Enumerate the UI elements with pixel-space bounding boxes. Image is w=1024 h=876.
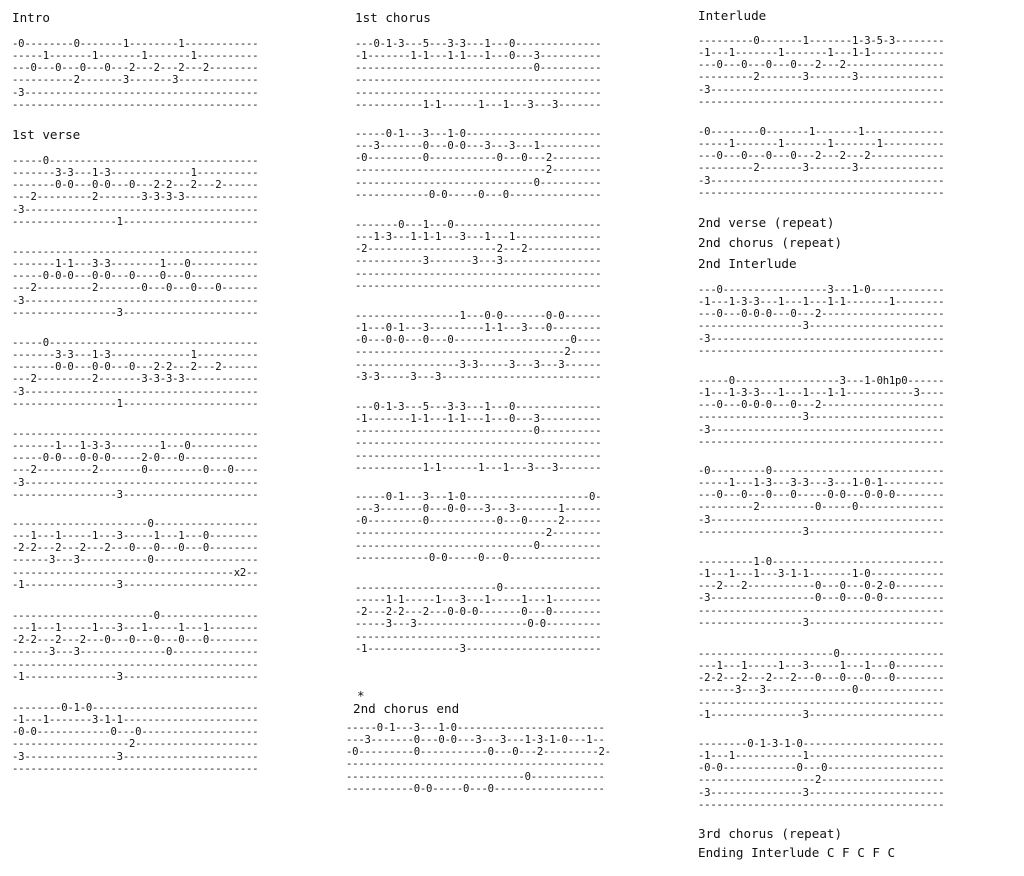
asterisk-mark: * [357, 688, 365, 703]
tab-line: ------3---3--------------0-------------- [698, 684, 945, 697]
tab-line: ---1---1-----1---3-----1---1---0-------- [12, 530, 259, 543]
tab-line: -1---------------3---------------------- [355, 642, 602, 655]
verse-1-tab-5 [12, 518, 258, 591]
chorus-2-end-heading: 2nd chorus end [353, 701, 460, 716]
tab-line: -----0-1---3---1-0--------------------0- [355, 491, 602, 503]
interlude-2-tab-4 [698, 556, 944, 629]
tab-line: -0--------0-------1--------1------------ [12, 38, 259, 50]
tab-line: -1---1-------3-1-1---------------------- [12, 714, 259, 727]
tab-line: -------0---1---0------------------------ [355, 219, 602, 231]
tab-line: -0---------0---------------------------- [698, 465, 945, 477]
tab-line: ---------------------------------------- [12, 658, 259, 671]
tab-line: -1---------------3---------------------- [12, 670, 259, 683]
tab-line: -----------------3-3-----3---3---3------ [355, 358, 602, 371]
interlude-2-tab-1 [698, 284, 944, 357]
tab-line: -----------------1---0-0-------0-0------ [355, 310, 602, 322]
tab-line: ---2---2-----------0---0---0-2-0-------- [698, 580, 945, 593]
tab-line: -------------------------------2-------- [355, 164, 602, 177]
tab-line: -2-2---2---2---0---0---0---0---0-------- [12, 634, 259, 647]
tab-line: --------0-1-3-1-0----------------------- [698, 738, 945, 750]
tab-line: ---------------------------------------- [355, 74, 602, 87]
tab-line: ---------------------------------------- [12, 762, 259, 775]
interlude-2-heading: 2nd Interlude [698, 256, 797, 271]
tab-line: -3-------------------------------------- [698, 423, 945, 436]
tab-line: -------3-3---1-3-------------1---------- [12, 167, 259, 180]
tab-line: -2-2---2---2---2---0---0---0---0-------- [12, 542, 259, 555]
interlude-tab-2 [698, 126, 944, 199]
tab-line: ---------2-------3-------3-------------- [698, 71, 945, 84]
tab-line: -----------0-0-----0---0------------------ [346, 782, 605, 795]
tab-line: -1-------1-1---1-1---1---0---3---------- [355, 50, 602, 63]
tab-line: ---------------------------------------- [698, 344, 945, 357]
tab-line: -3-------------------------------------- [698, 83, 945, 96]
tab-line: ---------------------------------------- [698, 696, 945, 709]
tab-line: ----------------------------------2----- [355, 346, 602, 359]
tab-line: --------0-1-0--------------------------- [12, 702, 259, 714]
tab-line: ---------------------------------------- [355, 449, 602, 462]
verse-1-tab-6 [12, 610, 258, 683]
tab-line: ---------------------------------------- [698, 798, 945, 811]
tab-line: -1---------------3---------------------- [698, 708, 945, 721]
tab-line: ---0---0-0-0---0---2-------------------- [698, 399, 945, 412]
tab-line: -----------------3---------------------- [12, 306, 259, 319]
tab-line: ---3-------0---0-0---3---3-------1------ [355, 503, 602, 516]
tab-line: -3-------------------------------------- [12, 86, 259, 99]
tab-line: ---------------------------------------- [355, 279, 602, 292]
tab-line: -----0-1---3---1-0---------------------- [355, 128, 602, 140]
tab-line: -0---0-0---0---0-------------------0---- [355, 334, 602, 347]
tab-line: ---0---0---0---0-----0-0---0-0-0-------- [698, 489, 945, 502]
tab-line: -0--------0-------1-------1------------- [698, 126, 945, 138]
chorus-1-tab-4 [355, 310, 601, 383]
tab-line: -1---1---1---3-1-1-------1-0------------ [698, 568, 945, 581]
chorus-3-heading: 3rd chorus (repeat) [698, 826, 843, 841]
tab-line: -3-------------------------------------- [12, 385, 259, 398]
tab-line: -----------3-------3---3---------------- [355, 255, 602, 268]
tab-line: ------------0-0-----0---0--------------- [355, 551, 602, 564]
chorus-2-end-tab [346, 722, 611, 795]
tab-line: ---------------------------------------- [355, 437, 602, 450]
tab-line: ---1---1-----1---3-----1---1---0-------- [698, 660, 945, 673]
interlude-2-tab-6 [698, 738, 944, 811]
tab-line: -------------------2-------------------- [698, 774, 945, 787]
tab-line: ---0-1-3---5---3-3---1---0-------------- [355, 401, 602, 413]
tab-line: ---2---------2-------0---------0---0---- [12, 464, 259, 477]
tab-line: ---1-3---1-1-1---3---1---1-------------- [355, 231, 602, 244]
tab-line: ------------0-0-----0---0--------------- [355, 188, 602, 201]
tab-line: -----------------3---------------------- [698, 411, 945, 424]
chorus-1-tab-7 [355, 582, 601, 655]
tab-line: -0---------0-----------0---0-----2------ [355, 515, 602, 528]
tab-line: ----------------------0----------------- [698, 648, 945, 660]
tab-line: -1-------1-1---1-1---1---0---3---------- [355, 413, 602, 426]
tab-line: -------0-0---0-0---0---2-2---2---2------ [12, 179, 259, 192]
tab-line: ---------------------------------------- [12, 246, 259, 258]
tab-line: -2-2---2---2---2---0---0---0---0-------- [698, 672, 945, 685]
tab-line: -------1-1---3-3--------1---0----------- [12, 258, 259, 271]
tab-line: ----------------------0----------------- [12, 518, 259, 530]
tab-line: -----------------------------0---------- [355, 425, 602, 438]
tab-line: -3-------------------------------------- [12, 294, 259, 307]
tab-line: -3-------------------------------------- [698, 174, 945, 187]
tab-line: ---2---------2-------3-3-3-3------------ [12, 191, 259, 204]
tab-line: ------3---3-----------0----------------- [12, 554, 259, 567]
tab-line: -3-------------------------------------- [698, 332, 945, 345]
tab-line: -----------------------0---------------- [355, 582, 602, 594]
tab-line: -----------------3---------------------- [698, 616, 945, 629]
chorus-1-tab-6 [355, 491, 601, 564]
tab-line: -----------------3---------------------- [12, 488, 259, 501]
tab-line: ---------------------------------------- [698, 604, 945, 617]
tab-line: ------------------------------------x2-- [12, 566, 259, 579]
tab-line: -3-------------------------------------- [12, 476, 259, 489]
tab-line: ---0---0---0---0---2---2---2------------ [698, 150, 945, 163]
interlude-2-tab-2 [698, 375, 944, 448]
chorus-1-tab-2 [355, 128, 601, 201]
interlude-2-tab-3 [698, 465, 944, 538]
chorus-1-tab-1 [355, 38, 601, 111]
tab-line: ---------------------------------------- [12, 98, 259, 111]
tab-line: -----------------------------0---------- [355, 62, 602, 75]
tab-line: -----------1-1------1---1---3---3------- [355, 461, 602, 474]
tab-line: ------3---3--------------0-------------- [12, 646, 259, 659]
tab-line: -------1---1-3-3--------1---0----------- [12, 440, 259, 453]
tab-line: ---0-----------------3---1-0------------ [698, 284, 945, 296]
tab-line: -----1-1-----1---3---1-----1---1-------- [355, 594, 602, 607]
tab-line: -0---------0-----------0---0---2-------- [355, 152, 602, 165]
interlude-heading: Interlude [698, 8, 767, 23]
tab-line: -3---------------3---------------------- [698, 786, 945, 799]
tab-line: -2---------------------2---2------------ [355, 243, 602, 256]
tab-line: -1---1-3-3---1---1---1-1-------1-------- [698, 296, 945, 309]
tab-line: -------0-0---0-0---0---2-2---2---2------ [12, 361, 259, 374]
interlude-2-tab-5 [698, 648, 944, 721]
tab-line: -----0-0---0-0-0-----2-0---0------------ [12, 452, 259, 465]
tab-line: ---1---1-----1---3---1-----1---1-------- [12, 622, 259, 635]
tab-line: -----1-------1-------1-------1---------- [12, 50, 259, 63]
tab-line: -----------------------------0------------ [346, 770, 605, 783]
tab-line: -----------------------0---------------- [12, 610, 259, 622]
tab-line: -----0-0-0---0-0---0----0---0----------- [12, 270, 259, 283]
tab-line: -0-0------------0---0------------------- [698, 762, 945, 775]
tab-line: -----------------------------0---------- [355, 539, 602, 552]
tab-line: ---0-1-3---5---3-3---1---0-------------- [355, 38, 602, 50]
tab-line: ---------------------------------------- [698, 95, 945, 108]
tab-line: -----------------3---------------------- [698, 320, 945, 333]
interlude-tab-1 [698, 35, 944, 108]
tab-line: -1---1-3-3---1---1---1-1-----------3---- [698, 387, 945, 400]
tab-line: -1---1-----------1---------------------- [698, 750, 945, 763]
tab-line: -----0-----------------3---1-0h1p0------ [698, 375, 945, 387]
tab-line: -3-----------------0---0---0-0---------- [698, 592, 945, 605]
tab-line: ---------------------------------------- [698, 186, 945, 199]
chorus-1-heading: 1st chorus [355, 10, 431, 25]
tab-line: -3---------------3---------------------- [12, 750, 259, 763]
tab-line: ----------2-------3-------3------------- [12, 74, 259, 87]
tab-line: -1---1-------1-------1---1-1------------ [698, 47, 945, 60]
tab-line: -----------------3---------------------- [698, 525, 945, 538]
tab-line: -----3---3------------------0-0--------- [355, 618, 602, 631]
intro-tab [12, 38, 258, 111]
tab-line: -1---0-1---3---------1-1---3---0-------- [355, 322, 602, 335]
tab-line: -----0---------------------------------- [12, 337, 259, 349]
chorus-1-tab-3 [355, 219, 601, 292]
tab-line: ---------0-------1-------1-3-5-3-------- [698, 35, 945, 47]
verse-1-heading: 1st verse [12, 127, 81, 142]
tab-line: ---2---------2-------0---0---0---0------ [12, 282, 259, 295]
tab-line: ---3-------0---0-0---3---3---1-3-1-0---1-- [346, 734, 605, 747]
verse-1-tab-2 [12, 246, 258, 319]
tab-line: ---0---0---0---0---2---2---------------- [698, 59, 945, 72]
chorus-1-tab-5 [355, 401, 601, 474]
tab-line: -3-3-----3---3-------------------------- [355, 370, 602, 383]
tab-line: ---------------------------------------- [355, 267, 602, 280]
tab-line: -----------1-1------1---1---3---3------- [355, 98, 602, 111]
tab-line: -1---------------3---------------------- [12, 578, 259, 591]
tab-line: ---2---------2-------3-3-3-3------------ [12, 373, 259, 386]
tab-line: -2---2-2---2---0-0-0-------0---0-------- [355, 606, 602, 619]
tab-line: -3-------------------------------------- [12, 203, 259, 216]
verse-1-tab-1 [12, 155, 258, 228]
tab-line: -0-0------------0---0------------------- [12, 726, 259, 739]
verse-1-tab-3 [12, 337, 258, 410]
ending-interlude-heading: Ending Interlude C F C F C [698, 845, 896, 860]
tab-line: ---------2-------3-------3-------------- [698, 162, 945, 175]
tab-line: -----------------1---------------------- [12, 397, 259, 410]
tab-line: ---------------------------------------- [698, 435, 945, 448]
tab-line: -----------------------------0---------- [355, 176, 602, 189]
tab-line: -----------------1---------------------- [12, 215, 259, 228]
tab-line: -------------------------------2-------- [355, 527, 602, 540]
tab-line: ---0---0---0---0---2---2---2---2-------- [12, 62, 259, 75]
tab-line: ---------2---------0-----0-------------- [698, 501, 945, 514]
tab-line: ---3-------0---0-0---3---3---1---------- [355, 140, 602, 153]
tab-line: -------3-3---1-3-------------1---------- [12, 349, 259, 362]
intro-heading: Intro [12, 10, 50, 25]
tab-line: ---0---0-0-0---0---2-------------------- [698, 308, 945, 321]
tab-line: -----0---------------------------------- [12, 155, 259, 167]
verse-1-tab-4 [12, 428, 258, 501]
verse-1-tab-7 [12, 702, 258, 775]
tab-line: ------------------------------------------ [346, 758, 605, 771]
chorus-2-heading: 2nd chorus (repeat) [698, 235, 843, 250]
tab-line: ---------------------------------------- [12, 428, 259, 440]
tab-line: ---------1-0---------------------------- [698, 556, 945, 568]
tab-line: -----1-------1-------1-------1---------- [698, 138, 945, 151]
verse-2-heading: 2nd verse (repeat) [698, 215, 835, 230]
tab-line: ---------------------------------------- [355, 630, 602, 643]
tab-line: ---------------------------------------- [355, 86, 602, 99]
tab-line: -3-------------------------------------- [698, 513, 945, 526]
tab-line: -0---------0-----------0---0---2---------2- [346, 746, 611, 759]
tab-line: -----1---1-3---3-3---3---1-0-1---------- [698, 477, 945, 490]
tab-line: -----0-1---3---1-0------------------------ [346, 722, 605, 734]
tab-line: -------------------2-------------------- [12, 738, 259, 751]
